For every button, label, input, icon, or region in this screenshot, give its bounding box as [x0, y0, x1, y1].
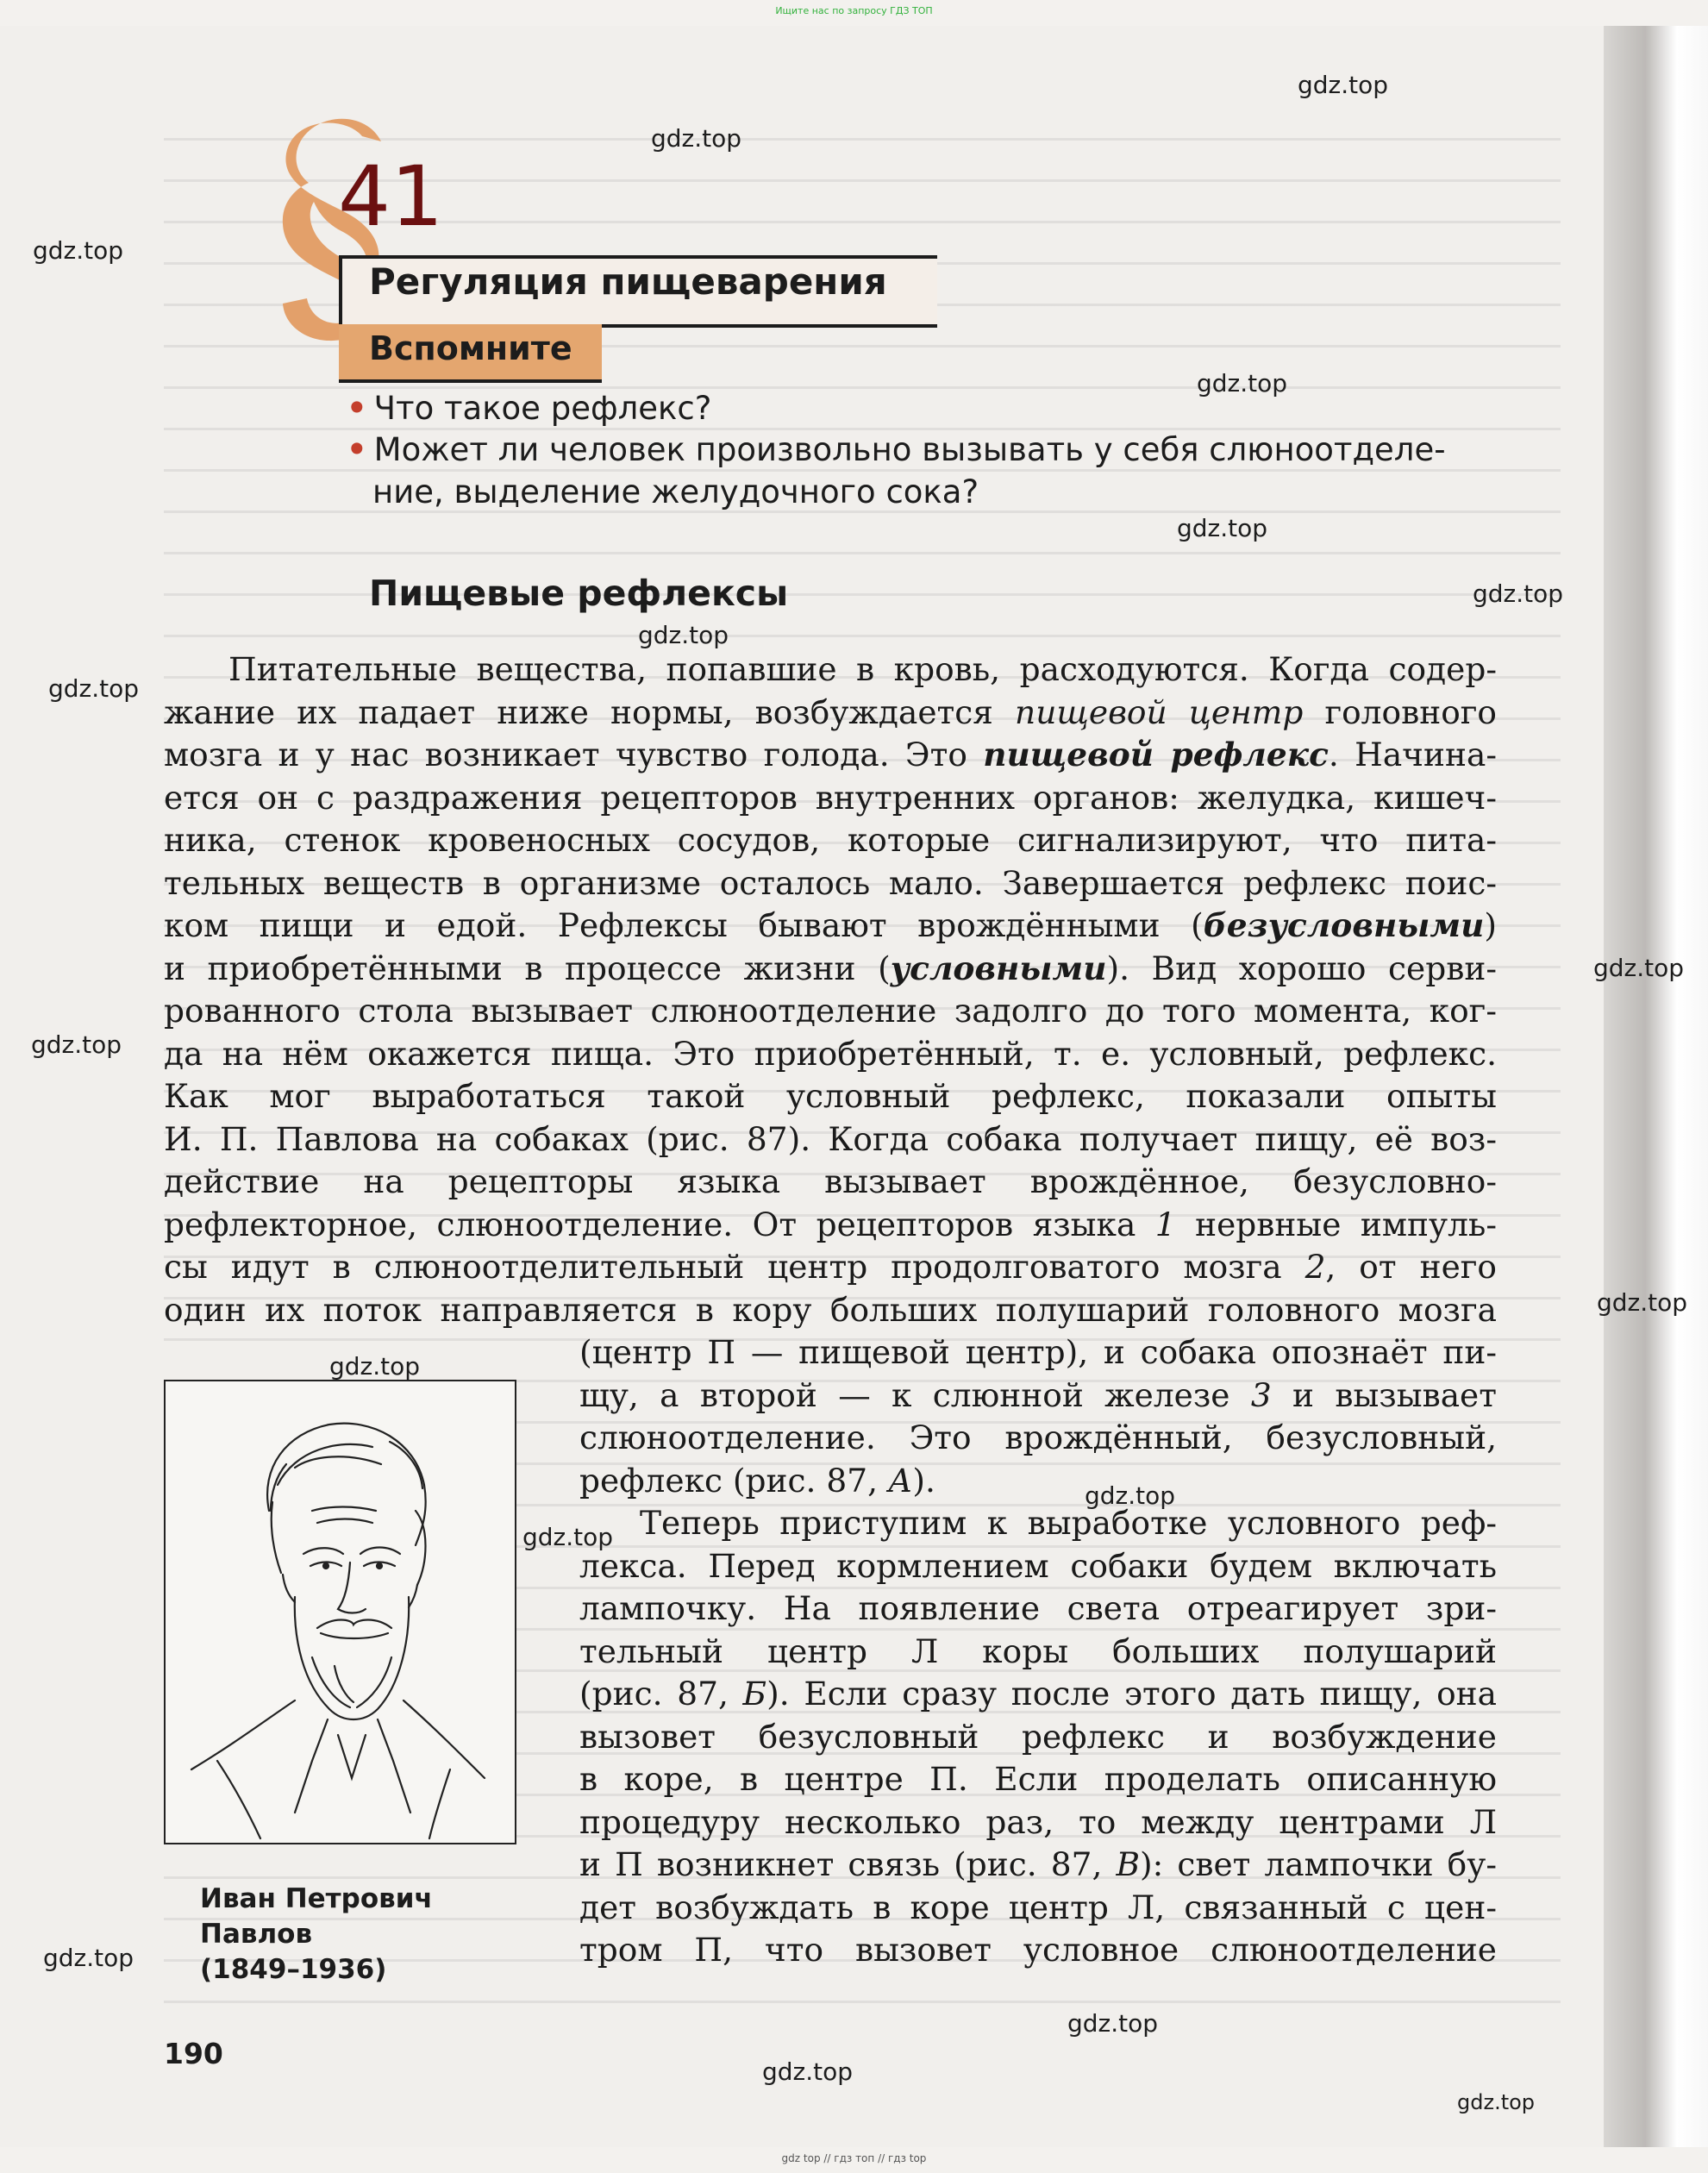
term-bold-italic: условными [890, 949, 1107, 987]
text-span: рефлекс (рис. 87, [579, 1462, 888, 1500]
text-span: нервные импуль- [1175, 1205, 1497, 1243]
figure-ref: А [887, 1462, 913, 1500]
term-italic: пищевой центр [1015, 693, 1304, 731]
text-line: один их поток направляется в кору больших полушарий головного мозга [164, 1291, 1497, 1329]
watermark: gdz.top [1177, 514, 1268, 542]
term-bold-italic: пищевой рефлекс [983, 736, 1329, 773]
page-number: 190 [164, 2037, 223, 2070]
text-span: щу, а второй — к слюнной железе [579, 1376, 1251, 1414]
watermark: gdz.top [651, 124, 742, 153]
text-line [164, 736, 1497, 777]
watermark: gdz.top [522, 1523, 614, 1551]
watermark: gdz.top [762, 2057, 854, 2086]
section-title: Регуляция пищеварения [369, 260, 887, 303]
watermark: gdz.top [1597, 1288, 1688, 1317]
watermark: gdz.top [31, 1030, 122, 1059]
watermark: gdz.top [1085, 1481, 1176, 1510]
caption-line: Павлов [200, 1919, 313, 1950]
text-line: Как мог выработаться такой условный рефлекс, показали опыты [164, 1077, 1497, 1115]
term-bold-italic: безусловными [1203, 906, 1485, 944]
page-edge-shadow [1604, 26, 1708, 2147]
text-span: и вызывает [1271, 1376, 1497, 1414]
question-item [347, 431, 1446, 468]
text-line: рованного стола вызывает слюноотделение задолго до того момента, ког- [164, 992, 1497, 1030]
portrait-caption [200, 1882, 433, 1988]
watermark: gdz.top [329, 1352, 421, 1381]
figure-ref: 3 [1250, 1376, 1272, 1414]
text-line: да на нём окажется пища. Это приобретённый, т. е. условный, рефлекс. [164, 1035, 1497, 1073]
text-span: ). Если сразу после этого дать пищу, она [766, 1675, 1497, 1713]
text-line [579, 1845, 1497, 1887]
text-line: ника, стенок кровеносных сосудов, которые сигнализируют, что пита- [164, 821, 1497, 859]
figure-ref: 1 [1154, 1205, 1176, 1243]
text-span: ). Вид хорошо серви- [1106, 949, 1497, 987]
text-span: сы идут в слюноотделительный центр продолговатого мозга [164, 1248, 1305, 1286]
text-line: лекса. Перед кормлением собаки будем включать [579, 1547, 1497, 1585]
portrait-frame [164, 1380, 516, 1844]
text-span: ком пищи и едой. Рефлексы бывают врождёнными ( [164, 906, 1204, 944]
bullet-icon: • [347, 431, 367, 468]
text-line: Теперь приступим к выработке условного реф- [640, 1504, 1497, 1542]
watermark: gdz.top [1593, 954, 1685, 982]
text-line: процедуру несколько раз, то между центрами Л [579, 1803, 1497, 1841]
text-line: слюноотделение. Это врождённый, безусловный, [579, 1418, 1497, 1456]
text-line: лампочку. На появление света отреагирует зри- [579, 1589, 1497, 1627]
text-span: рефлекторное, слюноотделение. От рецепторов языка [164, 1205, 1155, 1243]
watermark: gdz.top [1473, 579, 1564, 608]
text-span: . Начина- [1328, 736, 1497, 773]
text-line: ется он с раздражения рецепторов внутренних органов: желудка, кишеч- [164, 779, 1497, 817]
watermark: gdz.top [1067, 2009, 1159, 2038]
text-span: головного [1303, 693, 1497, 731]
question-text: Что такое рефлекс? [373, 390, 712, 427]
text-line [164, 693, 1497, 735]
text-span: ): свет лампочки бу- [1140, 1845, 1497, 1883]
watermark: gdz.top [1197, 369, 1288, 398]
subheading: Пищевые рефлексы [369, 573, 789, 614]
text-line [164, 1248, 1497, 1289]
bullet-icon: • [347, 390, 367, 427]
figure-ref: 2 [1304, 1248, 1326, 1286]
watermark: gdz.top [48, 674, 140, 703]
caption-line: (1849–1936) [200, 1954, 387, 1985]
figure-ref: В [1116, 1845, 1141, 1883]
text-line: И. П. Павлова на собаках (рис. 87). Когда собака получает пищу, её воз- [164, 1120, 1497, 1158]
text-line: тельных веществ в организме осталось мало. Завершается рефлекс поис- [164, 864, 1497, 902]
pavlov-portrait [166, 1381, 515, 1843]
question-item-cont: ние, выделение желудочного сока? [372, 473, 979, 510]
remember-label: Вспомните [369, 329, 572, 367]
text-line: тром П, что вызовет условное слюноотделение [579, 1931, 1497, 1969]
watermark: gdz.top [1457, 2090, 1536, 2114]
watermark: gdz.top [43, 1944, 135, 1972]
text-span: мозга и у нас возникает чувство голода. Это [164, 736, 984, 773]
text-span: ) [1484, 906, 1497, 944]
text-line: вызовет безусловный рефлекс и возбуждение [579, 1718, 1497, 1756]
text-line [164, 1205, 1497, 1247]
question-text: Может ли человек произвольно вызывать у себя слюноотделе- [373, 431, 1446, 468]
text-line: в коре, в центре П. Если проделать описанную [579, 1760, 1497, 1798]
text-line: дет возбуждать в коре центр Л, связанный с цен- [579, 1888, 1497, 1926]
text-span: жание их падает ниже нормы, возбуждается [164, 693, 1016, 731]
watermark: gdz.top [1298, 71, 1389, 99]
text-line: действие на рецепторы языка вызывает врождённое, безусловно- [164, 1162, 1497, 1200]
text-line [579, 1376, 1497, 1418]
figure-ref: Б [742, 1675, 767, 1713]
text-line [164, 906, 1497, 948]
watermark: gdz.top [638, 621, 729, 649]
text-line [164, 949, 1497, 991]
text-span: и приобретёнными в процессе жизни ( [164, 949, 891, 987]
header-note: Ищите нас по запросу ГДЗ ТОП [775, 5, 933, 16]
text-span: и П возникнет связь (рис. 87, [579, 1845, 1117, 1883]
text-span: (рис. 87, [579, 1675, 743, 1713]
text-line [579, 1675, 1497, 1716]
text-span: , от него [1325, 1248, 1497, 1286]
question-item [347, 390, 711, 427]
section-number: 41 [338, 148, 444, 245]
caption-line: Иван Петрович [200, 1883, 433, 1914]
text-line [579, 1462, 1497, 1503]
text-line: (центр П — пищевой центр), и собака опознаёт пи- [579, 1333, 1497, 1371]
footer-note: gdz top // гдз топ // гдз top [781, 2152, 927, 2164]
text-line: Питательные вещества, попавшие в кровь, расходуются. Когда содер- [228, 650, 1497, 688]
text-span: ). [912, 1462, 935, 1500]
text-line: тельный центр Л коры больших полушарий [579, 1632, 1497, 1670]
watermark: gdz.top [33, 236, 124, 265]
